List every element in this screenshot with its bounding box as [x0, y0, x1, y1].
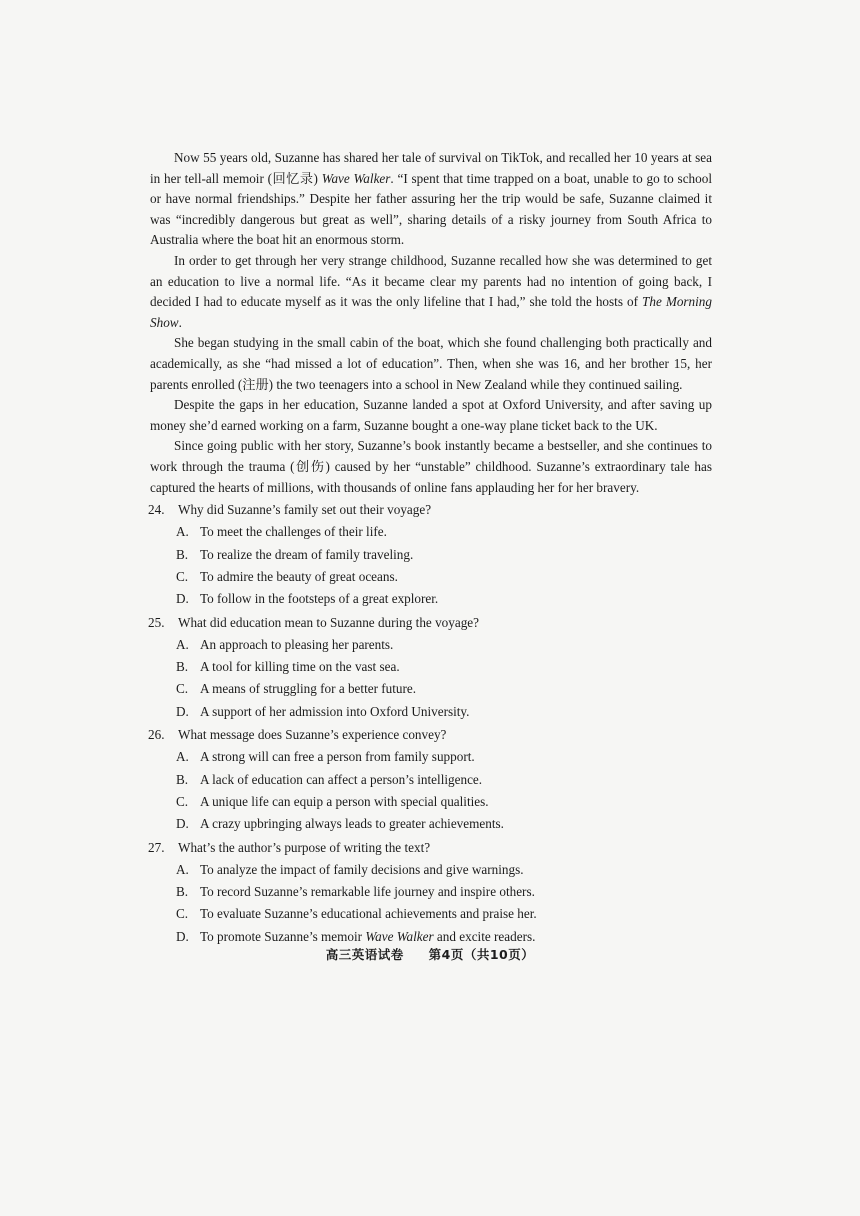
answer-option-b: [176, 769, 712, 791]
answer-option-d: [176, 701, 712, 723]
answer-option-a: [176, 634, 712, 656]
passage-paragraph-3: She began studying in the small cabin of the boat, which she found challenging both practically and academically, as she “had missed a lot of education”. Then, when she was 16, and her brother 15, her parents enrolled (注册) the two teenagers into a school in New Zealand while they continued sailing.: [150, 335, 712, 392]
option-letter: A.: [176, 749, 189, 765]
option-text: To analyze the impact of family decisions and give warnings.: [200, 861, 524, 877]
question-number: 26.: [148, 727, 165, 743]
question-text: What did education mean to Suzanne during the voyage?: [178, 614, 480, 630]
option-letter: C.: [176, 793, 189, 809]
answer-option-d: [176, 588, 712, 610]
question-stem: [148, 837, 712, 859]
answer-option-d: [176, 813, 712, 835]
option-letter: C.: [176, 906, 189, 922]
question-text: Why did Suzanne’s family set out their voyage?: [178, 502, 432, 518]
option-letter: D.: [176, 816, 189, 832]
option-letter: D.: [176, 703, 189, 719]
option-text: To record Suzanne’s remarkable life journey and inspire others.: [200, 884, 535, 900]
question-list: [150, 499, 712, 948]
answer-option-b: [176, 544, 712, 566]
italic-title: Wave Walker: [365, 928, 434, 944]
italic-title: Wave Walker: [321, 170, 391, 186]
italic-title: The Morning Show: [150, 294, 712, 330]
page-number: 第4页（共10页）: [428, 947, 535, 962]
option-text: A support of her admission into Oxford University.: [200, 703, 470, 719]
passage-paragraph-1: Now 55 years old, Suzanne has shared her tale of survival on TikTok, and recalled her 10 years at sea in her tell-all memoir (回忆录) Wave Walker. “I spent that time trapped on a boat, unable to go to school or have normal friendships.” Despite her father assuring her the trip would be safe, Suzanne claimed it was “incredibly dangerous but great as well”, sharing details of a risky journey from South Africa to Australia where the boat hit an enormous storm.: [150, 150, 712, 248]
option-letter: D.: [176, 928, 189, 944]
option-text: A unique life can equip a person with special qualities.: [200, 793, 489, 809]
question-number: 25.: [148, 614, 165, 630]
answer-option-c: [176, 903, 712, 925]
reading-passage: [150, 148, 712, 498]
option-text: An approach to pleasing her parents.: [200, 636, 394, 652]
answer-option-b: [176, 656, 712, 678]
passage-paragraph-2: In order to get through her very strange childhood, Suzanne recalled how she was determined to get an education to live a normal life. “As it became clear my parents had no intention of going back, I decided I had to educate myself as it was the only lifeline that I had,” she told the hosts of The Morning Show.: [150, 252, 712, 330]
option-text: To admire the beauty of great oceans.: [200, 568, 398, 584]
question-text: What’s the author’s purpose of writing the text?: [178, 839, 431, 855]
option-text: To promote Suzanne’s memoir Wave Walker and excite readers.: [200, 928, 536, 944]
answer-option-c: [176, 566, 712, 588]
option-text: A crazy upbringing always leads to greater achievements.: [200, 816, 504, 832]
option-letter: B.: [176, 884, 189, 900]
option-letter: D.: [176, 591, 189, 607]
question-text: What message does Suzanne’s experience convey?: [178, 727, 447, 743]
option-text: To evaluate Suzanne’s educational achievements and praise her.: [200, 906, 537, 922]
option-text: To meet the challenges of their life.: [200, 524, 387, 540]
answer-option-a: [176, 746, 712, 768]
option-letter: B.: [176, 659, 189, 675]
question-stem: [148, 612, 712, 634]
option-letter: B.: [176, 546, 189, 562]
question-number: 24.: [148, 502, 165, 518]
option-text: To realize the dream of family traveling.: [200, 546, 414, 562]
answer-option-c: [176, 678, 712, 700]
option-letter: A.: [176, 861, 189, 877]
question-stem: [148, 499, 712, 521]
question-24: [150, 499, 712, 610]
page-footer: [0, 945, 860, 963]
option-letter: C.: [176, 568, 189, 584]
question-26: [150, 724, 712, 835]
passage-paragraph-5: Since going public with her story, Suzanne’s book instantly became a bestseller, and she continues to work through the trauma (创伤) caused by her “unstable” childhood. Suzanne’s extraordinary tale has captured the hearts of millions, with thousands of online fans applauding her for her bravery.: [150, 438, 712, 495]
option-text: A lack of education can affect a person’s intelligence.: [200, 771, 483, 787]
option-text: To follow in the footsteps of a great explorer.: [200, 591, 439, 607]
option-text: A means of struggling for a better future.: [200, 681, 417, 697]
question-stem: [148, 724, 712, 746]
question-25: [150, 612, 712, 723]
option-letter: A.: [176, 636, 189, 652]
exam-name: 高三英语试卷: [325, 947, 404, 962]
reading-section: [150, 148, 712, 948]
answer-option-a: [176, 859, 712, 881]
question-number: 27.: [148, 839, 165, 855]
answer-option-b: [176, 881, 712, 903]
answer-option-a: [176, 521, 712, 543]
option-letter: A.: [176, 524, 189, 540]
option-text: A strong will can free a person from family support.: [200, 749, 475, 765]
option-letter: B.: [176, 771, 189, 787]
question-27: [150, 837, 712, 948]
option-text: A tool for killing time on the vast sea.: [200, 659, 400, 675]
passage-paragraph-4: Despite the gaps in her education, Suzanne landed a spot at Oxford University, and after saving up money she’d earned working on a farm, Suzanne bought a one-way plane ticket back to the UK.: [150, 397, 712, 433]
option-letter: C.: [176, 681, 189, 697]
answer-option-c: [176, 791, 712, 813]
